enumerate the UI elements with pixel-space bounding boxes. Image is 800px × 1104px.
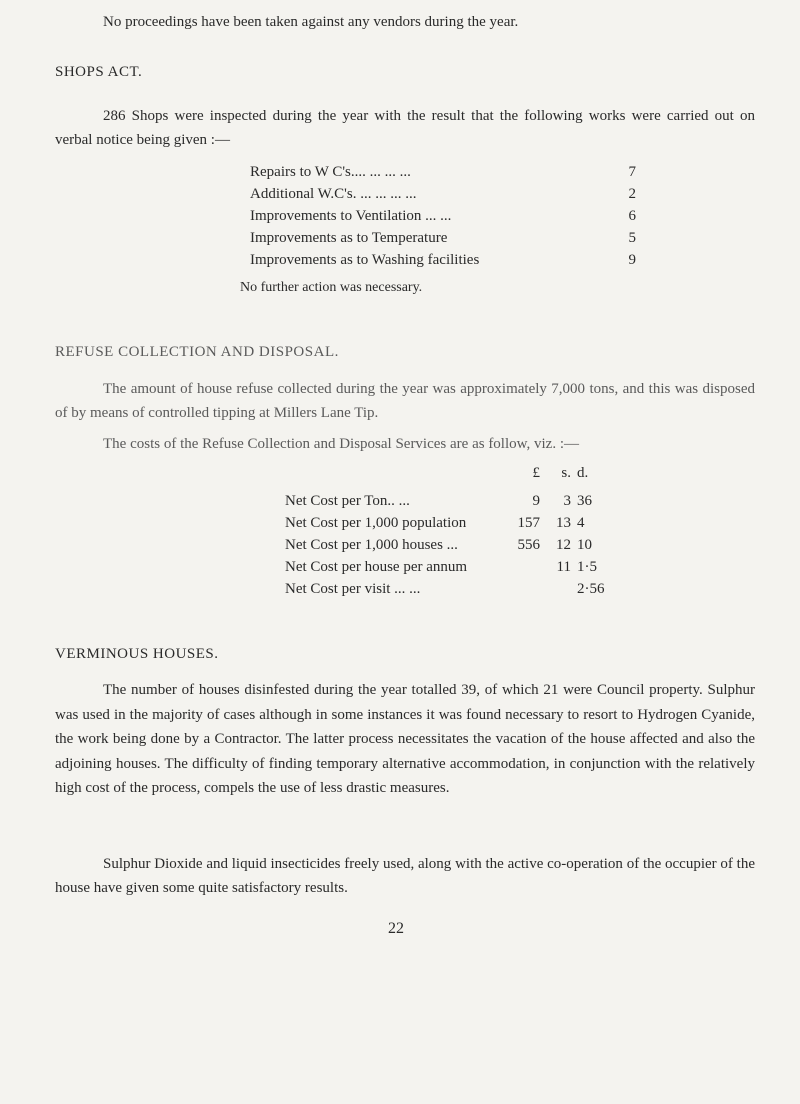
shops-works-list	[250, 164, 650, 274]
refuse-paragraph-1: The amount of house refuse collected during the year was approximately 7,000 tons, and this was disposed of by means of controlled tipping at Millers Lane Tip.	[55, 381, 755, 421]
shops-closing: No further action was necessary.	[240, 280, 423, 295]
list-item: Repairs to W C's.... ... ... ... 7	[250, 164, 636, 180]
list-item: Improvements as to Temperature 5	[250, 230, 636, 246]
refuse-heading: REFUSE COLLECTION AND DISPOSAL.	[55, 344, 339, 360]
shops-paragraph: 286 Shops were inspected during the year with the result that the following works were carried out on verbal notice being given :—	[55, 108, 755, 148]
verminous-heading: VERMINOUS HOUSES.	[55, 646, 219, 662]
shops-heading: SHOPS ACT.	[55, 64, 143, 80]
list-item: Improvements as to Washing facilities 9	[250, 252, 636, 268]
refuse-paragraph-2: The costs of the Refuse Collection and Disposal Services are as follow, viz. :—	[103, 436, 579, 452]
table-header-row	[285, 465, 665, 487]
refuse-costs-table	[285, 465, 665, 603]
table-row: Net Cost per house per annum 11 1·5	[285, 559, 597, 575]
pence-header: d.	[577, 465, 589, 481]
table-row: Net Cost per 1,000 houses ... 556 12 10	[285, 537, 592, 553]
list-item: Additional W.C's. ... ... ... ... 2	[250, 186, 636, 202]
pounds-header: £	[532, 465, 540, 481]
shillings-header: s.	[561, 465, 571, 481]
list-item: Improvements to Ventilation ... ... 6	[250, 208, 636, 224]
table-row: Net Cost per Ton.. ... 9 3 36	[285, 493, 592, 509]
verminous-paragraph-1: The number of houses disinfested during the year totalled 39, of which 21 were Council property. Sulphur was used in the majority of cases although in some instances it was found necessary to resort to Hydrogen Cyanide, the work being done by a Contractor. The latter process necessitates the vacation of the house affected and also the adjoining houses. The difficulty of finding temporary alternative accommodation, in conjunction with the relatively high cost of the process, compels the use of less drastic measures.	[55, 682, 755, 796]
intro-line: No proceedings have been taken against any vendors during the year.	[103, 14, 519, 30]
table-row: Net Cost per visit ... ... 2·56	[285, 581, 605, 597]
verminous-paragraph-2: Sulphur Dioxide and liquid insecticides freely used, along with the active co-operation of the occupier of the house have given some quite satisfactory results.	[55, 856, 755, 896]
table-row: Net Cost per 1,000 population 157 13 4	[285, 515, 585, 531]
page-number: 22	[388, 920, 404, 937]
